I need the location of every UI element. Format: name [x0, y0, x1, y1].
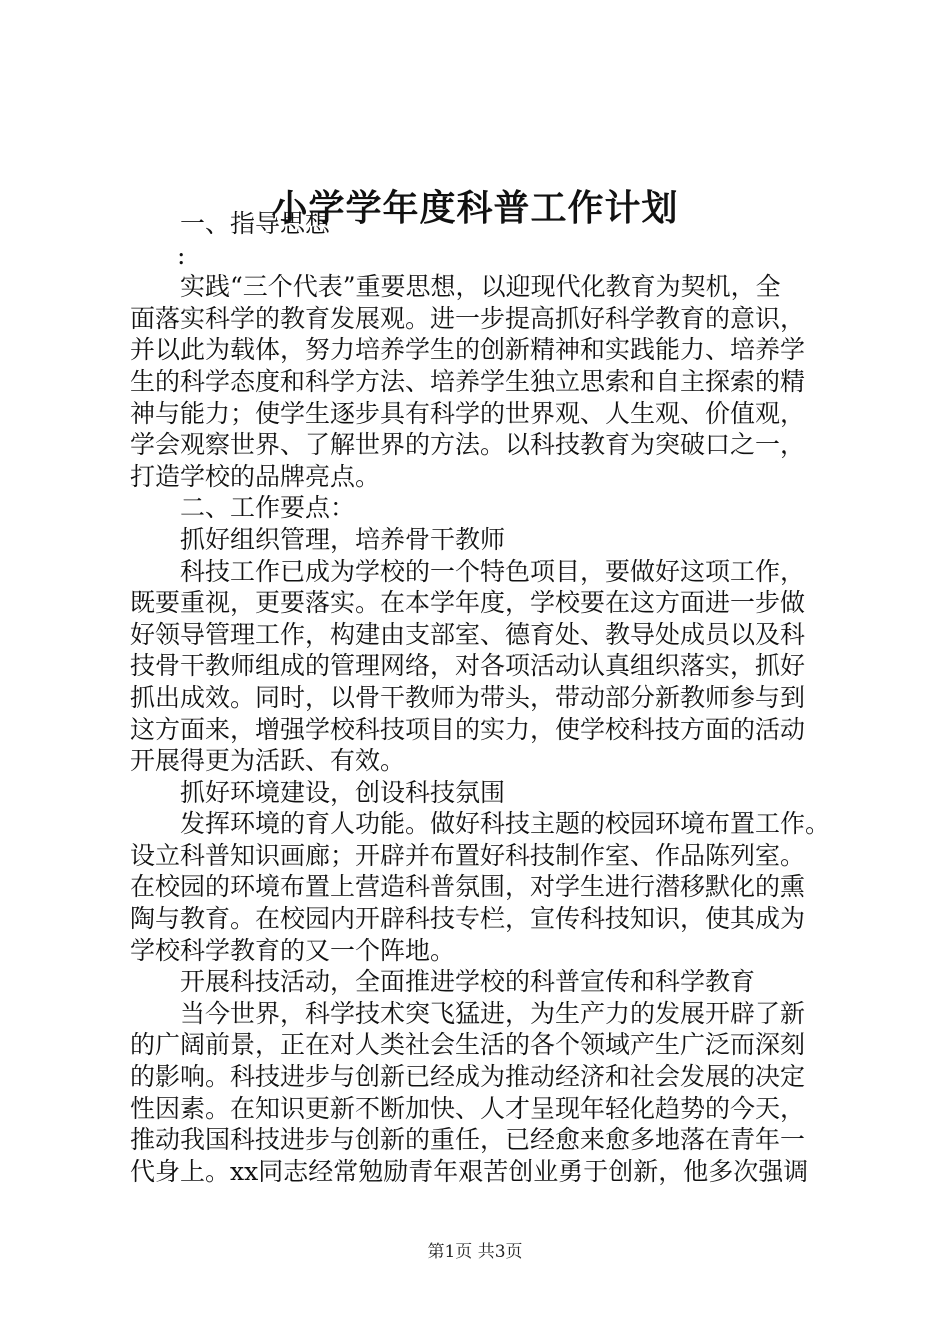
text-line: 一、指导思想	[180, 209, 331, 238]
text-line: 在校园的环境布置上营造科普氛围，对学生进行潜移默化的熏	[130, 872, 806, 902]
text-line: 抓出成效。同时，以骨干教师为带头，带动部分新教师参与到	[130, 682, 806, 712]
document-body	[130, 208, 835, 1187]
text-line: 陶与教育。在校园内开辟科技专栏，宣传科技知识，使其成为	[130, 904, 806, 934]
text-line: 的广阔前景，正在对人类社会生活的各个领域产生广泛而深刻	[130, 1030, 806, 1060]
text-line: 开展科技活动，全面推进学校的科普宣传和科学教育	[180, 967, 756, 997]
page-footer: 第1页 共3页	[427, 1242, 523, 1262]
text-line: 科技工作已成为学校的一个特色项目，要做好这项工作，	[180, 556, 806, 586]
page-title: 小学学年度科普工作计划	[271, 187, 679, 229]
text-line: 当今世界，科学技术突飞猛进，为生产力的发展开辟了新	[180, 998, 806, 1028]
text-line: 好领导管理工作，构建由支部室、德育处、教导处成员以及科	[130, 619, 806, 649]
text-line: 实践“三个代表”重要思想，以迎现代化教育为契机，全	[180, 272, 781, 302]
text-line: 发挥环境的育人功能。做好科技主题的校园环境布置工作。	[180, 809, 831, 839]
text-line: 学校科学教育的又一个阵地。	[130, 935, 456, 965]
text-line: 代身上。xx同志经常勉励青年艰苦创业勇于创新，他多次强调	[130, 1156, 809, 1186]
text-line: 开展得更为活跃、有效。	[130, 746, 406, 776]
text-line: 的影响。科技进步与创新已经成为推动经济和社会发展的决定	[130, 1062, 806, 1092]
text-line: :	[177, 240, 186, 270]
text-line: 这方面来，增强学校科技项目的实力，使学校科技方面的活动	[130, 714, 806, 744]
text-line: 推动我国科技进步与创新的重任，已经愈来愈多地落在青年一	[130, 1125, 806, 1155]
text-line: 学会观察世界、了解世界的方法。以科技教育为突破口之一，	[130, 430, 806, 460]
text-line: 二、工作要点：	[180, 493, 356, 523]
text-line: 面落实科学的教育发展观。进一步提高抓好科学教育的意识，	[130, 303, 806, 333]
text-line: 抓好环境建设，创设科技氛围	[180, 777, 506, 807]
text-line: 技骨干教师组成的管理网络，对各项活动认真组织落实，抓好	[130, 651, 806, 681]
text-line: 既要重视，更要落实。在本学年度，学校要在这方面进一步做	[130, 588, 806, 618]
text-line: 并以此为载体，努力培养学生的创新精神和实践能力、培养学	[130, 335, 806, 365]
text-line: 生的科学态度和科学方法、培养学生独立思索和自主探索的精	[130, 366, 806, 396]
text-line: 设立科普知识画廊；开辟并布置好科技制作室、作品陈列室。	[130, 840, 806, 870]
text-line: 性因素。在知识更新不断加快、人才呈现年轻化趋势的今天，	[130, 1093, 806, 1123]
text-line: 抓好组织管理，培养骨干教师	[180, 524, 506, 554]
text-line: 神与能力；使学生逐步具有科学的世界观、人生观、价值观，	[130, 398, 806, 428]
text-line: 打造学校的品牌亮点。	[130, 461, 381, 491]
